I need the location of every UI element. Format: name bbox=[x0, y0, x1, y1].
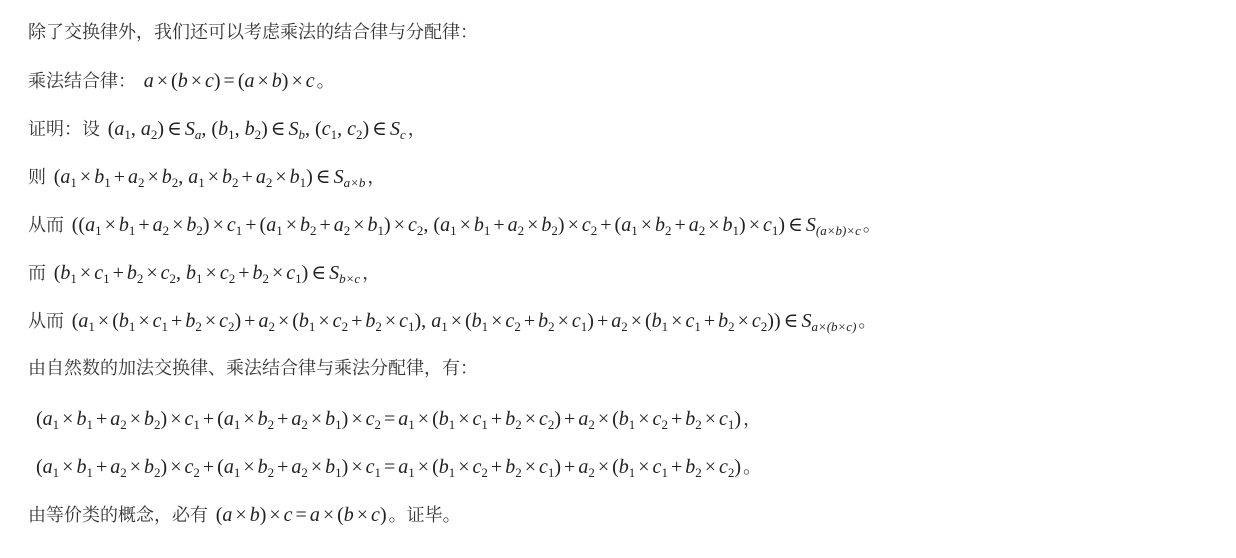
proof-label: 证明：设 bbox=[28, 119, 100, 140]
period-mark: 。 bbox=[858, 311, 877, 332]
thus-formula-2: ($a_1 \times (b_1 \times c_1 + b_2 \times c_2) + a_2 \times (b_1 \times c_2 + b_2 \times c_1)$, $a_1 \times (b_1 \times c_2 + b_2 \times c_1) + a_2 \times (b_1 \times c_1 + b_2 \times c_2)$) ∈ $S_{a\times(b\times c)}$ bbox=[71, 310, 857, 334]
and-line bbox=[28, 258, 380, 288]
comma-mark: ， bbox=[407, 119, 426, 140]
by-laws-text: 由自然数的加法交换律、乘法结合律与乘法分配律，有： bbox=[28, 358, 478, 379]
assoc-label: 乘法结合律： bbox=[28, 71, 136, 92]
thus-line-2 bbox=[28, 306, 876, 336]
period-mark: 。 bbox=[316, 71, 335, 92]
intro-sentence: 除了交换律外，我们还可以考虑乘法的结合律与分配律： bbox=[28, 22, 478, 43]
intro-text bbox=[28, 18, 478, 48]
period-mark: 。 bbox=[862, 215, 881, 236]
thus-label: 从而 bbox=[28, 215, 64, 236]
thus-formula-1: ($(a_1 \times b_1 + a_2 \times b_2) \times c_1 + (a_1 \times b_2 + a_2 \times b_1) \times c_2$, $(a_1 \times b_1 + a_2 \times b_2) \times c_2 + (a_1 \times b_2 + a_2 \times b_1) \times c_1$) ∈ $S_{(a\times b)\times c}$ bbox=[71, 214, 861, 238]
and-label: 而 bbox=[28, 263, 46, 284]
then-line bbox=[28, 162, 385, 192]
proof-formula: ($a_1$, $a_2$) ∈ $S_a$, ($b_1$, $b_2$) ∈ $S_b$, ($c_1$, $c_2$) ∈ $S_c$ bbox=[107, 118, 406, 142]
equation-1-formula: $(a_1 \times b_1 + a_2 \times b_2) \times c_1 + (a_1 \times b_2 + a_2 \times b_1) \times c_2 = a_1 \times (b_1 \times c_1 + b_2 \times c_2) + a_2 \times (b_1 \times c_2 + b_2 \times c_1)$ bbox=[36, 408, 742, 432]
equation-1 bbox=[34, 404, 761, 434]
comma-mark: ， bbox=[362, 263, 381, 284]
period-mark: 。 bbox=[743, 457, 762, 478]
thus-line-1 bbox=[28, 210, 881, 240]
proof-line bbox=[28, 114, 426, 144]
then-formula: ($a_1 \times b_1 + a_2 \times b_2$, $a_1 \times b_2 + a_2 \times b_1$) ∈ $S_{a\times b}$ bbox=[53, 166, 366, 190]
qed-text: 。证毕。 bbox=[388, 505, 461, 526]
comma-mark: ， bbox=[367, 167, 386, 188]
conclusion-label: 由等价类的概念，必有 bbox=[28, 505, 208, 526]
assoc-formula: a × (b × c) = (a × b) × c bbox=[143, 70, 315, 92]
then-label: 则 bbox=[28, 167, 46, 188]
thus-label: 从而 bbox=[28, 311, 64, 332]
and-formula: ($b_1 \times c_1 + b_2 \times c_2$, $b_1 \times c_2 + b_2 \times c_1$) ∈ $S_{b\times c}$ bbox=[53, 262, 361, 286]
assoc-law-line bbox=[28, 66, 335, 96]
conclusion-line bbox=[28, 500, 461, 530]
equation-2 bbox=[34, 452, 761, 482]
equation-2-formula: $(a_1 \times b_1 + a_2 \times b_2) \times c_2 + (a_1 \times b_2 + a_2 \times b_1) \times c_1 = a_1 \times (b_1 \times c_2 + b_2 \times c_1) + a_2 \times (b_1 \times c_1 + b_2 \times c_2)$ bbox=[36, 456, 742, 480]
by-laws-line bbox=[28, 354, 478, 384]
comma-mark: ， bbox=[743, 409, 762, 430]
conclusion-formula: (a × b) × c = a × (b × c) bbox=[215, 504, 387, 526]
